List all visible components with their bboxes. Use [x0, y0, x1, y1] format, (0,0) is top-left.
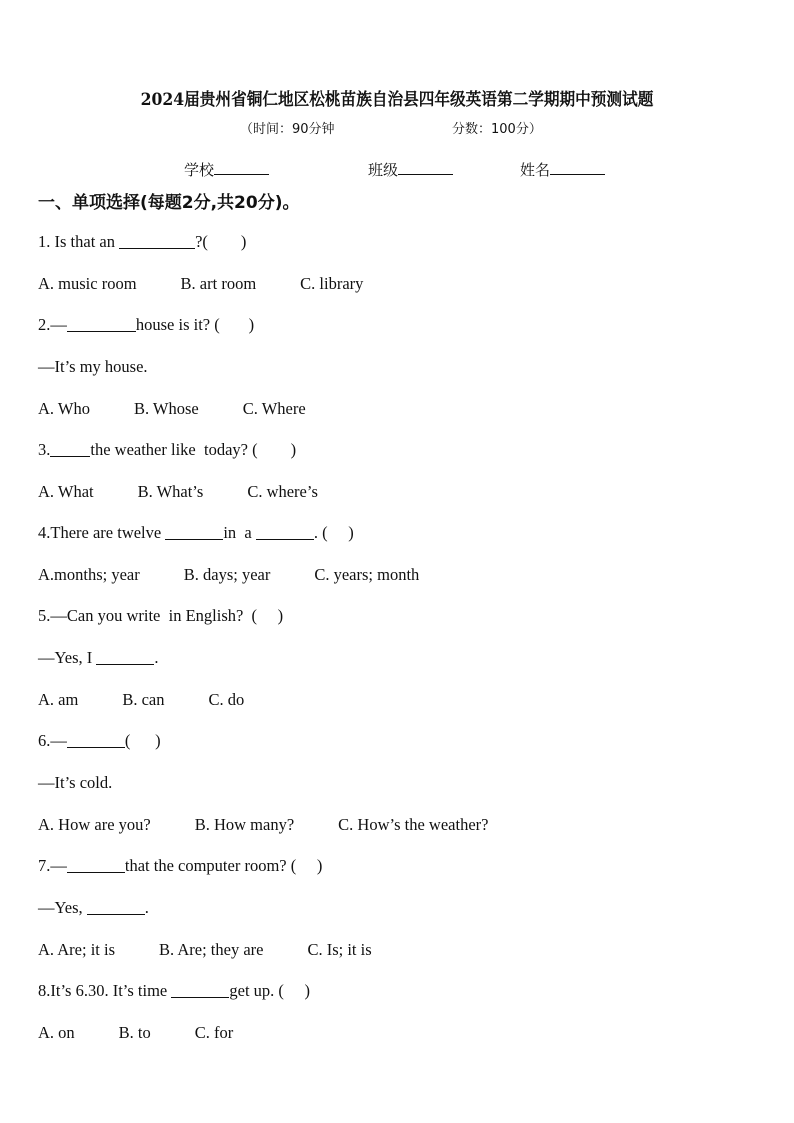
reply-text: .	[144, 898, 149, 917]
option-c: C. years; month	[314, 565, 420, 584]
name-field	[520, 159, 605, 180]
question-text: ?( )	[195, 232, 247, 251]
option-b: B. What’s	[137, 482, 204, 501]
answer-blank	[256, 523, 314, 540]
name-label: 姓名	[520, 161, 551, 179]
options-8	[38, 1023, 233, 1043]
question-text: 2.—	[38, 315, 67, 334]
option-a: A. am	[38, 690, 79, 709]
question-text: in a	[223, 523, 256, 542]
question-7	[38, 856, 322, 876]
option-c: C. for	[194, 1023, 234, 1042]
question-3	[38, 440, 296, 460]
class-field	[368, 159, 453, 180]
option-a: A. Are; it is	[38, 940, 115, 959]
question-text: 7.—	[38, 856, 67, 875]
answer-blank	[96, 648, 154, 665]
option-a: A. music room	[38, 274, 137, 293]
options-7	[38, 940, 372, 960]
answer-blank	[50, 440, 90, 457]
option-b: B. days; year	[183, 565, 271, 584]
question-1	[38, 232, 246, 252]
exam-title: 2024届贵州省铜仁地区松桃苗族自治县四年级英语第二学期期中预测试题	[140, 90, 654, 110]
options-1	[38, 274, 363, 294]
answer-blank	[119, 232, 195, 249]
option-a: A. How are you?	[38, 815, 151, 834]
section-heading: 一、单项选择(每题2分,共20分)。	[38, 193, 300, 213]
option-b: B. to	[118, 1023, 151, 1042]
question-text: 1. Is that an	[38, 232, 120, 251]
answer-blank	[67, 856, 125, 873]
answer-blank	[67, 315, 136, 332]
reply-5	[38, 648, 159, 668]
question-text: house is it? ( )	[135, 315, 255, 334]
options-5	[38, 690, 244, 710]
name-blank	[550, 159, 605, 175]
question-6	[38, 731, 161, 751]
school-label: 学校	[184, 161, 215, 179]
option-c: C. Where	[242, 399, 306, 418]
question-text: that the computer room? ( )	[124, 856, 323, 875]
option-a: A.months; year	[38, 565, 140, 584]
question-4	[38, 523, 354, 543]
question-text: 4.There are twelve	[38, 523, 166, 542]
question-5: 5.—Can you write in English? ( )	[38, 606, 284, 625]
school-blank	[214, 159, 269, 175]
option-b: B. art room	[180, 274, 257, 293]
option-c: C. do	[208, 690, 245, 709]
reply-7	[38, 898, 149, 918]
option-a: A. Who	[38, 399, 90, 418]
answer-blank	[171, 981, 229, 998]
exam-time: （时间：90分钟	[240, 122, 335, 137]
options-3	[38, 482, 318, 502]
question-8	[38, 981, 310, 1001]
reply-2: —It’s my house.	[38, 357, 148, 376]
question-text: ( )	[124, 731, 161, 750]
question-text: 6.—	[38, 731, 67, 750]
option-c: C. where’s	[247, 482, 318, 501]
option-b: B. Whose	[133, 399, 199, 418]
reply-text: —Yes, I	[38, 648, 97, 667]
option-a: A. What	[38, 482, 94, 501]
answer-blank	[67, 731, 125, 748]
answer-blank	[165, 523, 223, 540]
option-b: B. can	[122, 690, 165, 709]
question-text: 8.It’s 6.30. It’s time	[38, 981, 172, 1000]
class-label: 班级	[368, 161, 399, 179]
options-4	[38, 565, 419, 585]
option-c: C. Is; it is	[307, 940, 372, 959]
question-text: 3.	[38, 440, 51, 459]
reply-text: —Yes,	[38, 898, 87, 917]
class-blank	[398, 159, 453, 175]
question-text: get up. ( )	[229, 981, 311, 1000]
exam-score: 分数：100分）	[452, 122, 542, 137]
question-2	[38, 315, 254, 335]
option-b: B. How many?	[194, 815, 295, 834]
options-2	[38, 399, 306, 419]
school-field	[184, 159, 269, 180]
option-c: C. How’s the weather?	[338, 815, 489, 834]
reply-text: .	[154, 648, 159, 667]
option-b: B. Are; they are	[159, 940, 264, 959]
question-text: . ( )	[313, 523, 354, 542]
options-6	[38, 815, 488, 835]
reply-6: —It’s cold.	[38, 773, 113, 792]
option-a: A. on	[38, 1023, 75, 1042]
answer-blank	[87, 898, 145, 915]
question-text: the weather like today? ( )	[90, 440, 297, 459]
option-c: C. library	[300, 274, 364, 293]
